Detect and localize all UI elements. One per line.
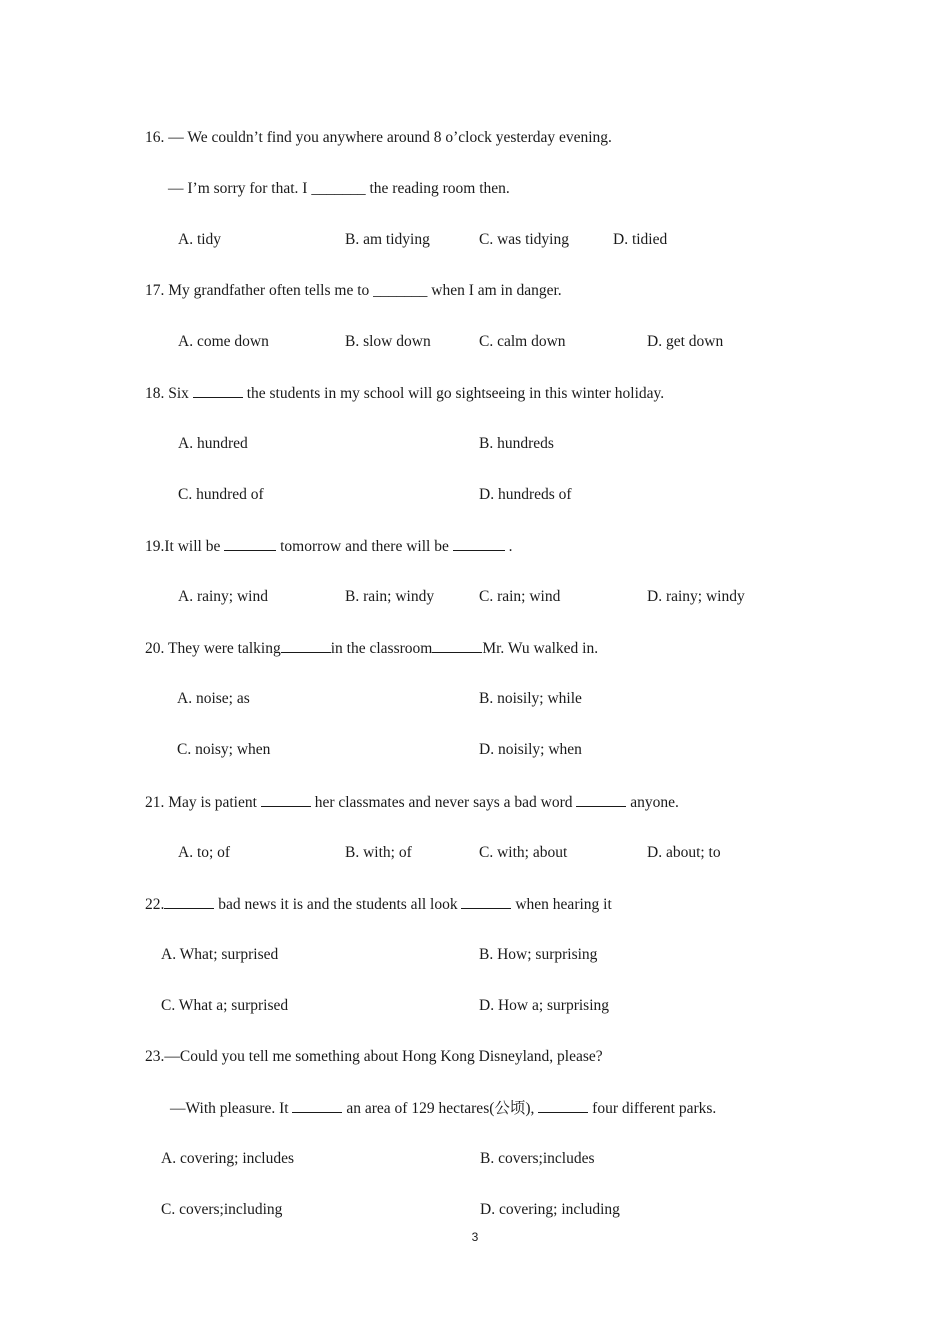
page-number: 3 (471, 1230, 479, 1244)
q22-blank-2 (461, 894, 511, 909)
q20-option-a: A. noise; as (177, 690, 250, 707)
q16-blank: _______ (311, 180, 366, 197)
q17-option-d: D. get down (647, 333, 724, 350)
q16-stem: 16. — We couldn’t find you anywhere around 8 o’clock yesterday evening. (145, 129, 612, 146)
q19-option-c: C. rain; wind (479, 588, 561, 605)
q19-option-d: D. rainy; windy (647, 588, 745, 605)
q17-option-b: B. slow down (345, 333, 431, 350)
q20-option-b: B. noisily; while (479, 690, 582, 707)
q18-blank (193, 383, 243, 398)
q19-option-a: A. rainy; wind (178, 588, 268, 605)
q20-option-d: D. noisily; when (479, 741, 582, 758)
q22-option-d: D. How a; surprising (479, 997, 610, 1014)
q16-option-a: A. tidy (178, 231, 222, 248)
q18-option-a: A. hundred (178, 435, 248, 452)
q22-option-c: C. What a; surprised (161, 997, 289, 1014)
q23-blank-1 (292, 1098, 342, 1113)
q18-stem: 18. Six the students in my school will go sightseeing in this winter holiday. (145, 385, 665, 402)
q17-option-a: A. come down (178, 333, 269, 350)
q21-blank-2 (576, 792, 626, 807)
q21-blank-1 (261, 792, 311, 807)
q17-stem: 17. My grandfather often tells me to _______ when I am in danger. (145, 282, 562, 299)
q20-stem: 20. They were talking in the classroom Mr. Wu walked in. (145, 640, 599, 657)
q18-option-b: B. hundreds (479, 435, 554, 452)
q18-option-d: D. hundreds of (479, 486, 572, 503)
q23-option-b: B. covers;includes (480, 1150, 595, 1167)
q19-stem: 19.It will be tomorrow and there will be . (145, 538, 513, 555)
q21-option-c: C. with; about (479, 844, 568, 861)
q22-stem: 22. bad news it is and the students all look when hearing it (145, 896, 612, 913)
q19-option-b: B. rain; windy (345, 588, 435, 605)
q21-option-d: D. about; to (647, 844, 721, 861)
q23-stem: 23.—Could you tell me something about Hong Kong Disneyland, please? (145, 1048, 603, 1065)
q22-option-b: B. How; surprising (479, 946, 598, 963)
q23-option-a: A. covering; includes (161, 1150, 295, 1167)
q21-option-a: A. to; of (178, 844, 231, 861)
q23-option-c: C. covers;including (161, 1201, 283, 1218)
q17-blank: _______ (373, 282, 428, 299)
q20-blank-2 (432, 638, 482, 653)
q20-option-c: C. noisy; when (177, 741, 271, 758)
q22-option-a: A. What; surprised (161, 946, 279, 963)
q19-blank-1 (224, 536, 276, 551)
q18-option-c: C. hundred of (178, 486, 264, 503)
q16-option-d: D. tidied (613, 231, 668, 248)
q16-reply: — I’m sorry for that. I _______ the reading room then. (168, 180, 510, 197)
q23-blank-2 (538, 1098, 588, 1113)
q22-blank-1 (164, 894, 214, 909)
q17-option-c: C. calm down (479, 333, 566, 350)
q21-stem: 21. May is patient her classmates and never says a bad word anyone. (145, 794, 679, 811)
q16-option-c: C. was tidying (479, 231, 569, 248)
q23-option-d: D. covering; including (480, 1201, 620, 1218)
q19-blank-2 (453, 536, 505, 551)
q16-option-b: B. am tidying (345, 231, 430, 248)
q23-reply: —With pleasure. It an area of 129 hectares(公顷), four different parks. (170, 1100, 717, 1117)
q20-blank-1 (281, 638, 331, 653)
q21-option-b: B. with; of (345, 844, 412, 861)
